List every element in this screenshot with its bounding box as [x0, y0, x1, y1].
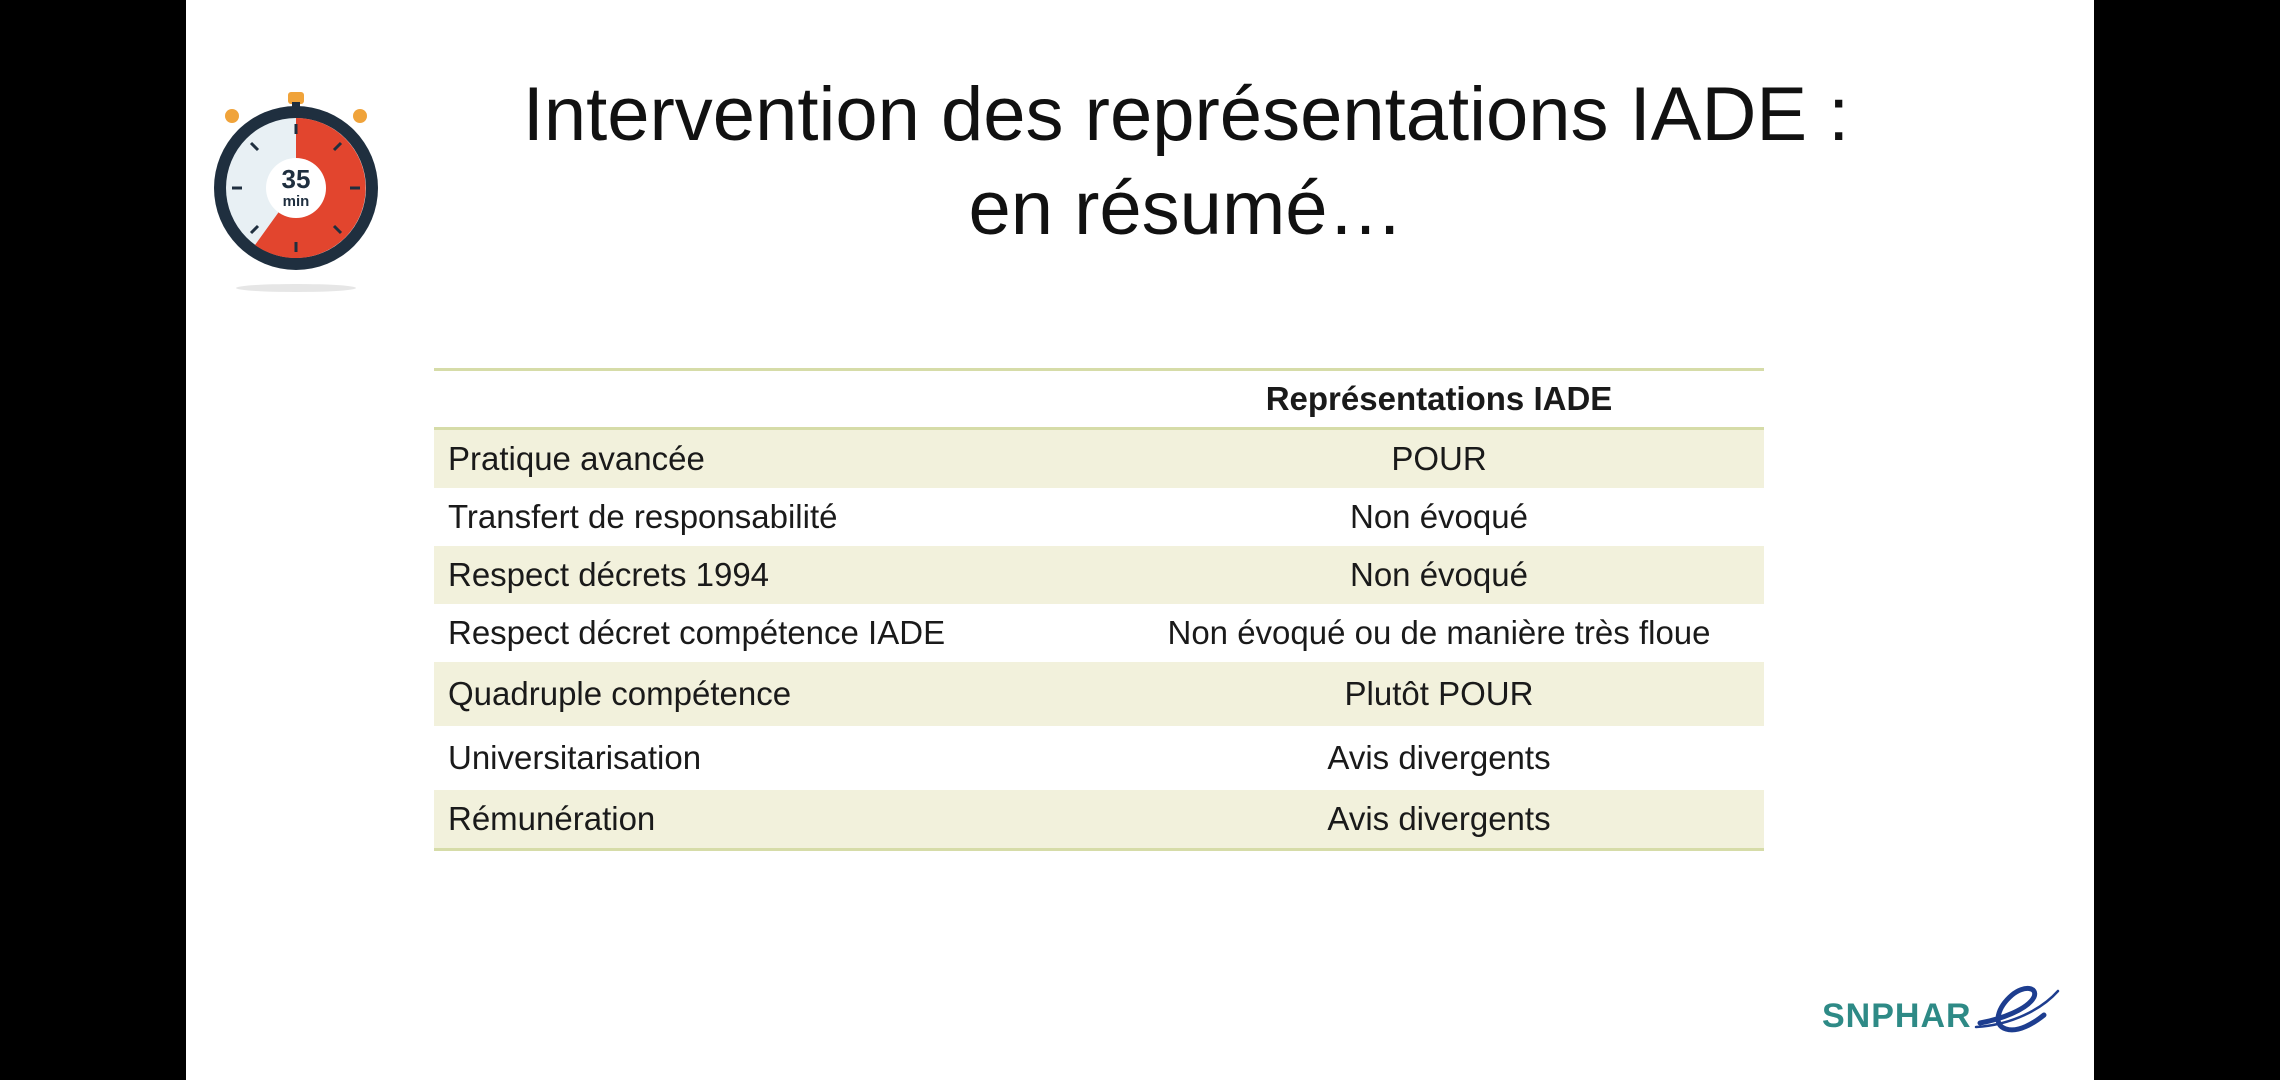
row-value: Non évoqué: [1350, 556, 1528, 593]
table-row: [434, 790, 1764, 848]
row-label: Rémunération: [448, 800, 656, 837]
stopwatch-unit: min: [282, 193, 310, 210]
row-label: Pratique avancée: [448, 440, 705, 477]
table-row: [434, 726, 1764, 790]
row-value: Plutôt POUR: [1344, 675, 1534, 712]
table-row: [434, 662, 1764, 726]
row-label: Respect décrets 1994: [448, 556, 770, 593]
row-label: Transfert de responsabilité: [448, 498, 838, 535]
snphare-logo: [1822, 985, 2052, 1045]
row-label: Respect décret compétence IADE: [448, 614, 946, 651]
stopwatch-number: 35: [281, 164, 311, 194]
slide-title-line-1: Intervention des représentations IADE :: [522, 72, 1850, 157]
row-value: Avis divergents: [1327, 800, 1551, 837]
row-value: Non évoqué ou de manière très floue: [1167, 614, 1711, 651]
slide-title: [466, 68, 1906, 256]
row-label: Quadruple compétence: [448, 675, 792, 712]
table-row: [434, 430, 1764, 488]
logo-text: SNPHAR: [1822, 997, 1972, 1035]
table-row: [434, 546, 1764, 604]
row-value: Non évoqué: [1350, 498, 1528, 535]
table-row: [434, 488, 1764, 546]
table-header: [434, 371, 1764, 430]
row-value: Avis divergents: [1327, 739, 1551, 776]
stopwatch-icon: [206, 90, 386, 300]
table-row: [434, 604, 1764, 662]
header-cell-representations: Représentations IADE: [1265, 380, 1613, 417]
presentation-slide: [186, 0, 2094, 1080]
row-label: Universitarisation: [448, 739, 702, 776]
slide-title-line-2: en résumé…: [968, 166, 1404, 251]
row-value: POUR: [1391, 440, 1487, 477]
summary-table: [434, 368, 1764, 851]
logo-script-e-icon: [1972, 979, 2062, 1039]
